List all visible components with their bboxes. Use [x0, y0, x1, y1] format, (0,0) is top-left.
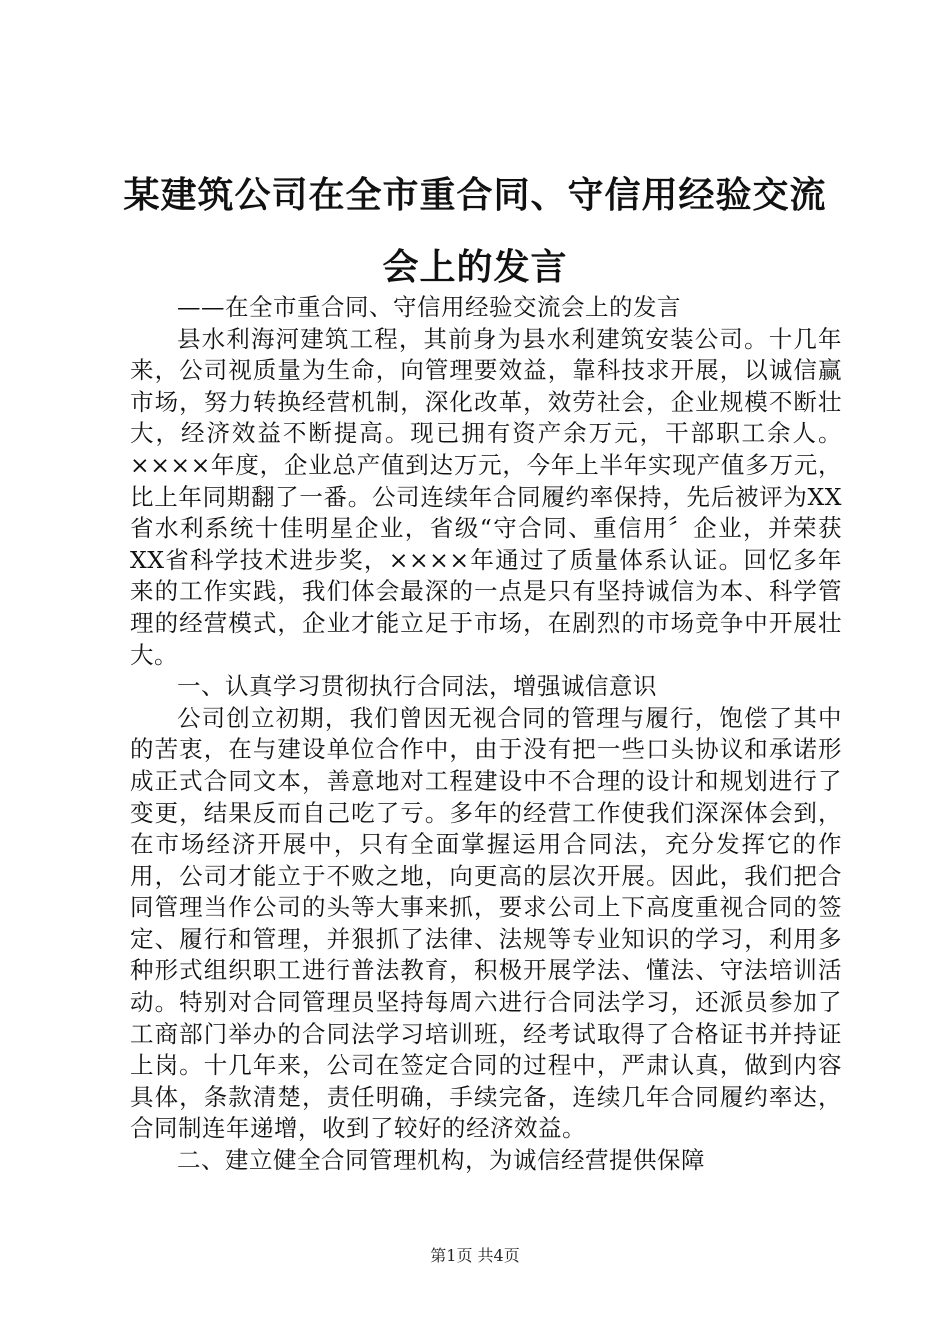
subtitle-paragraph: ——在全市重合同、守信用经验交流会上的发言: [177, 293, 681, 321]
document-body: [130, 292, 842, 1177]
document-title: 某建筑公司在全市重合同、守信用经验交流会上的发言: [123, 175, 827, 288]
section-heading-1: 一、认真学习贯彻执行合同法，增强诚信意识: [177, 672, 657, 701]
intro-paragraph: 县水利海河建筑工程，其前身为县水利建筑安装公司。十几年来，公司视质量为生命，向管理要效益，靠科技求开展，以诚信赢市场，努力转换经营机制，深化改革，效劳社会，企业规模不断壮大，经济效益不断提高。现已拥有资产余万元，干部职工余人。××××年度，企业总产值到达万元，今年上半年实现产值多万元，比上年同期翻了一番。公司连续年合同履约率保持，先后被评为XX省水利系统十佳明星企业，省级“守合同、重信用〞企业，并荣获XX省科学技术进步奖，××××年通过了质量体系认证。回忆多年来的工作实践，我们体会最深的一点是只有坚持诚信为本、科学管理的经营模式，企业才能立足于市场，在剧烈的市场竞争中开展壮大。: [130, 324, 842, 669]
section-1-paragraph: 公司创立初期，我们曾因无视合同的管理与履行，饱偿了其中的苦衷，在与建设单位合作中，由于没有把一些口头协议和承诺形成正式合同文本，善意地对工程建设中不合理的设计和规划进行了变更，结果反而自己吃了亏。多年的经营工作使我们深深体会到，在市场经济开展中，只有全面掌握运用合同法，充分发挥它的作用，公司才能立于不败之地，向更高的层次开展。因此，我们把合同管理当作公司的头等大事来抓，要求公司上下高度重视合同的签定、履行和管理，并狠抓了法律、法规等专业知识的学习，利用多种形式组织职工进行普法教育，积极开展学法、懂法、守法培训活动。特别对合同管理员坚持每周六进行合同法学习，还派员参加了工商部门举办的合同法学习培训班，经考试取得了合格证书并持证上岗。十几年来，公司在签定合同的过程中，严肃认真，做到内容具体，条款清楚，责任明确，手续完备，连续几年合同履约率达，合同制连年递增，收到了较好的经济效益。: [130, 703, 842, 1143]
page-footer: 第1页 共4页: [430, 1246, 520, 1265]
section-heading-2: 二、建立健全合同管理机构，为诚信经营提供保障: [177, 1146, 705, 1175]
